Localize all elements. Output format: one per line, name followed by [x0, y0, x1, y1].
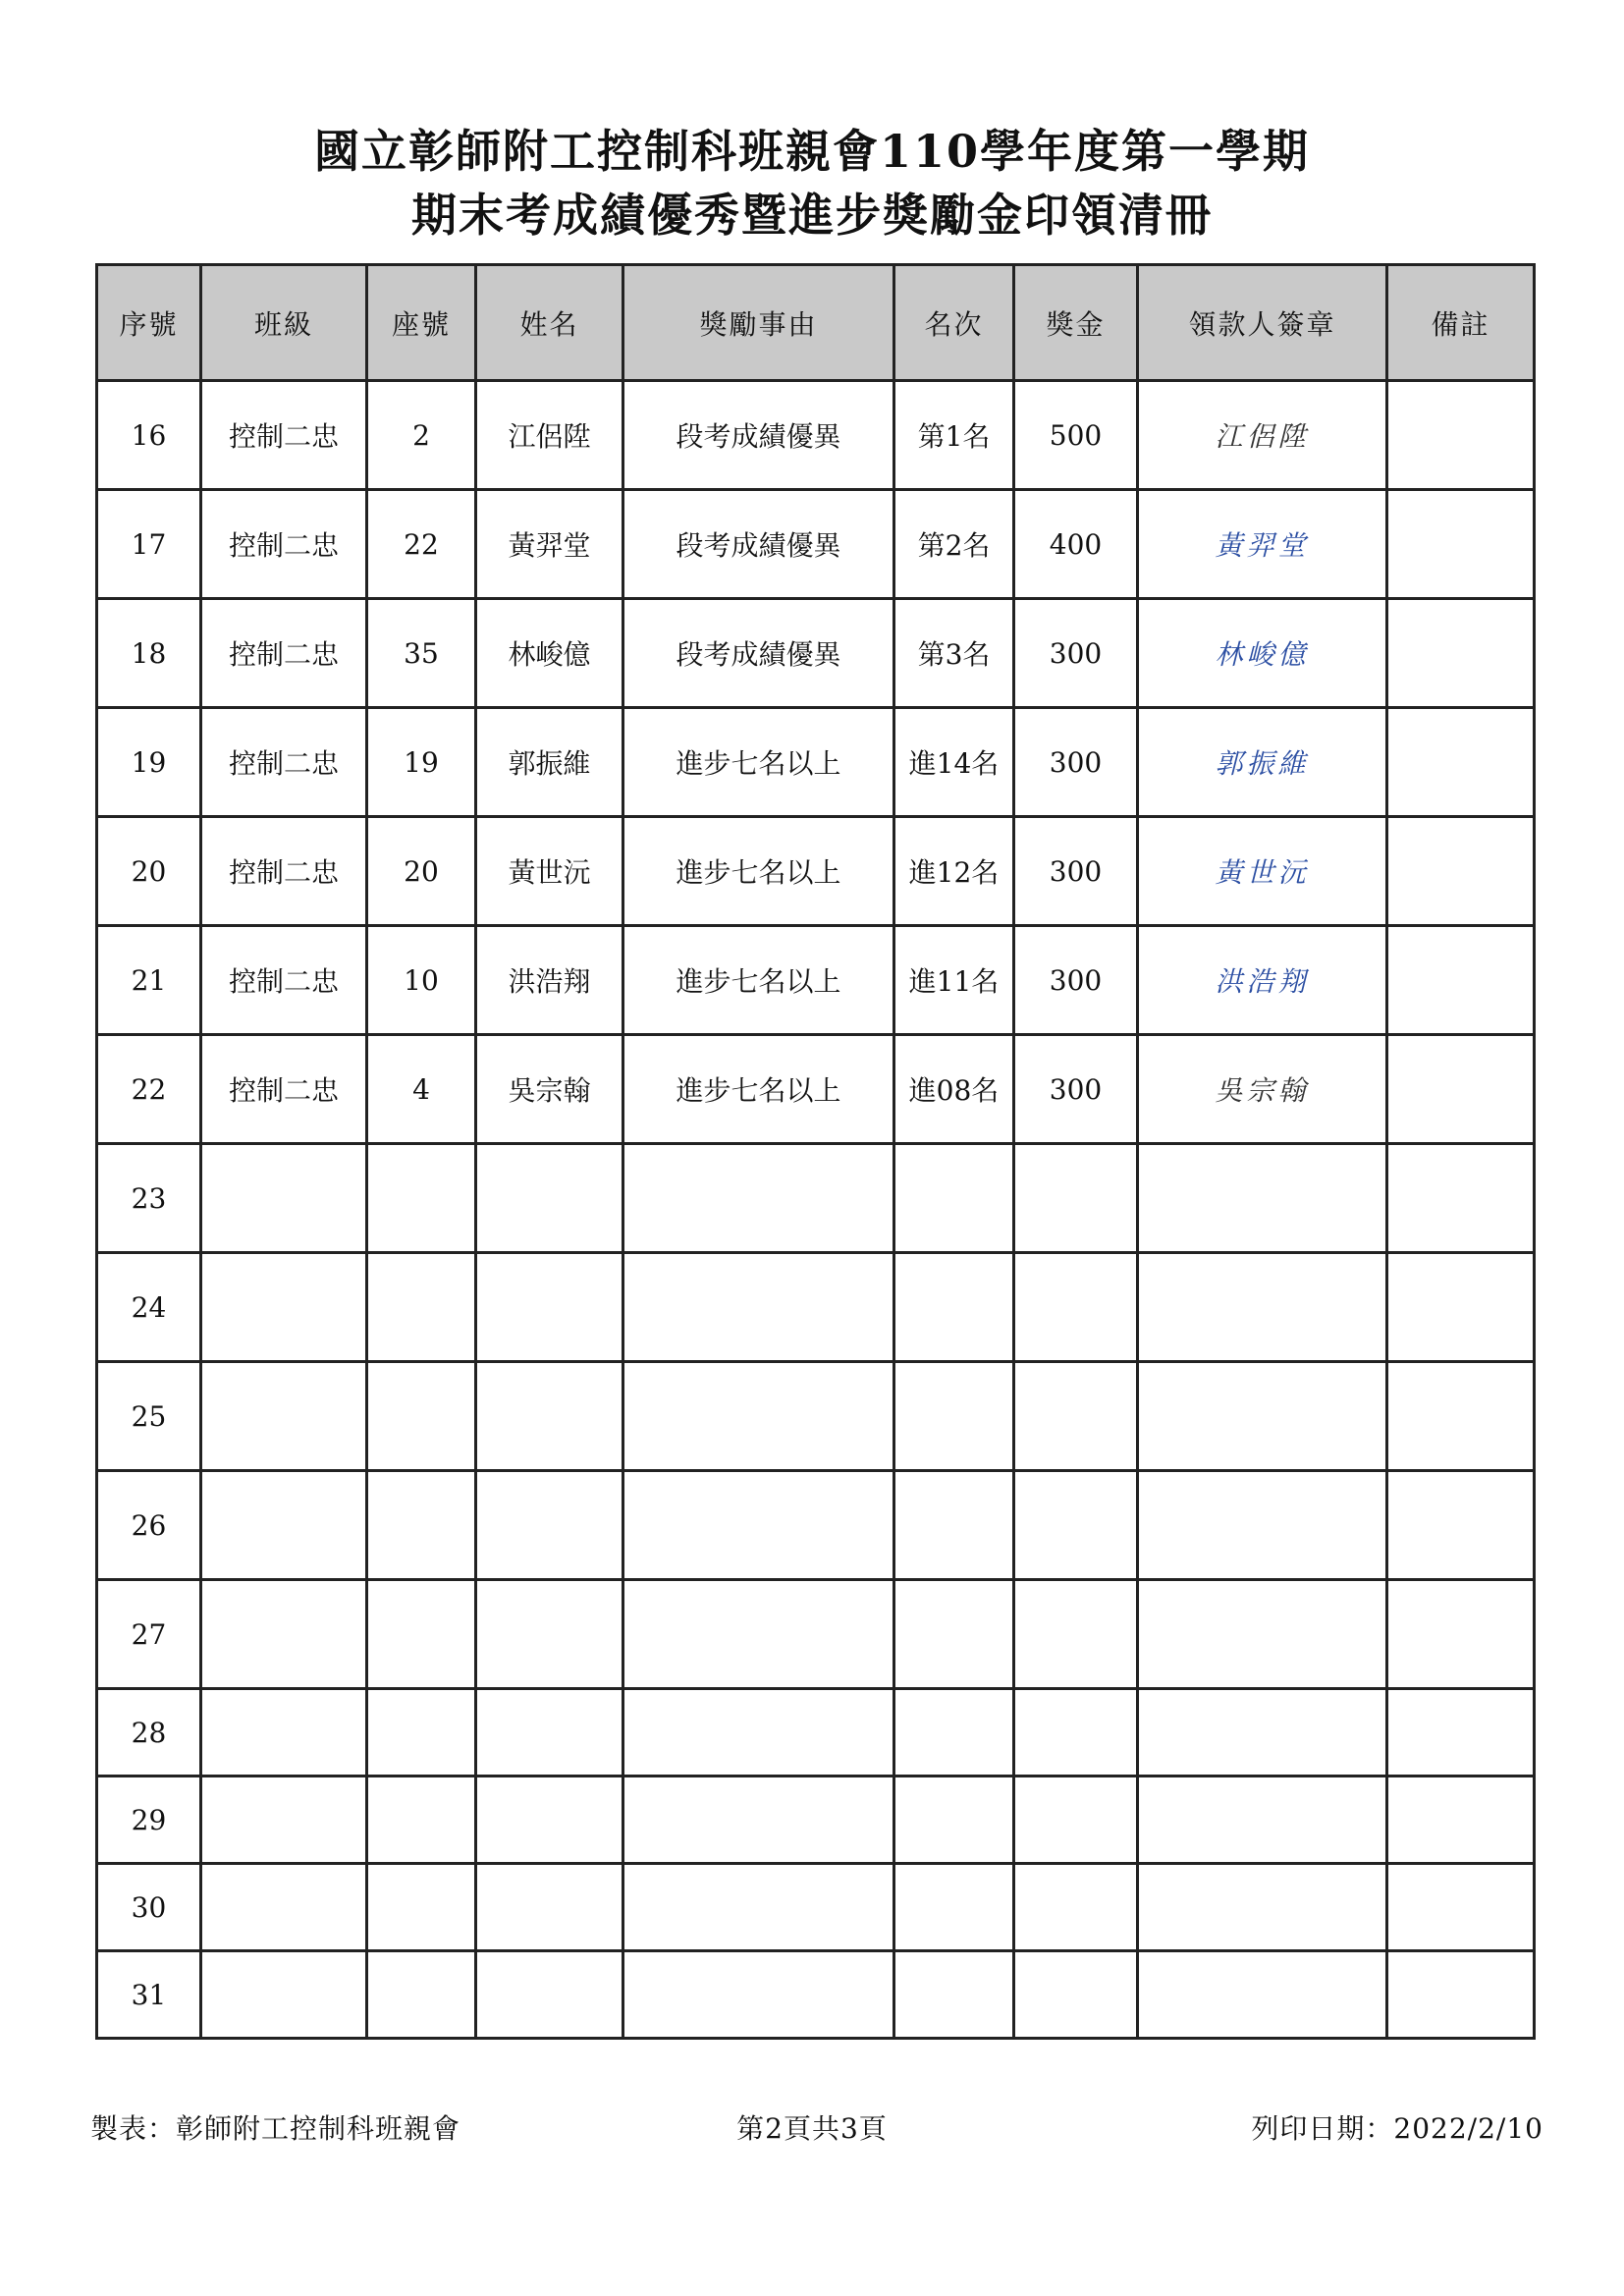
cell-no: 30 — [97, 1864, 201, 1951]
cell-amount — [1014, 1471, 1138, 1580]
cell-seat — [367, 1362, 476, 1471]
cell-note — [1387, 1580, 1535, 1689]
cell-name — [476, 1951, 623, 2039]
cell-name — [476, 1777, 623, 1864]
cell-reason: 段考成績優異 — [623, 599, 894, 708]
cell-rank — [894, 1864, 1014, 1951]
signature-cell — [1138, 1471, 1387, 1580]
cell-reason — [623, 1777, 894, 1864]
cell-rank — [894, 1951, 1014, 2039]
header-cell: 獎勵事由 — [623, 265, 894, 381]
signature-cell — [1138, 1253, 1387, 1362]
handwritten-signature: 江侶陞 — [1138, 381, 1387, 490]
cell-rank — [894, 1580, 1014, 1689]
cell-note — [1387, 926, 1535, 1035]
cell-name — [476, 1144, 623, 1253]
cell-no: 18 — [97, 599, 201, 708]
cell-rank — [894, 1777, 1014, 1864]
cell-class: 控制二忠 — [201, 817, 367, 926]
cell-rank: 第2名 — [894, 490, 1014, 599]
cell-class: 控制二忠 — [201, 381, 367, 490]
cell-no: 26 — [97, 1471, 201, 1580]
cell-seat: 10 — [367, 926, 476, 1035]
cell-seat: 4 — [367, 1035, 476, 1144]
footer-page-number: 第2頁共3頁 — [736, 2112, 888, 2145]
cell-reason — [623, 1253, 894, 1362]
cell-amount: 300 — [1014, 708, 1138, 817]
cell-rank — [894, 1253, 1014, 1362]
cell-name: 黃羿堂 — [476, 490, 623, 599]
header-cell: 名次 — [894, 265, 1014, 381]
cell-reason: 段考成績優異 — [623, 381, 894, 490]
table-row — [97, 1580, 1535, 1689]
cell-seat — [367, 1144, 476, 1253]
cell-note — [1387, 1777, 1535, 1864]
handwritten-signature: 吳宗翰 — [1138, 1035, 1387, 1144]
cell-rank — [894, 1362, 1014, 1471]
cell-name: 郭振維 — [476, 708, 623, 817]
cell-seat — [367, 1253, 476, 1362]
cell-note — [1387, 1689, 1535, 1777]
cell-no: 20 — [97, 817, 201, 926]
handwritten-signature: 林峻億 — [1138, 599, 1387, 708]
cell-amount: 300 — [1014, 926, 1138, 1035]
cell-no: 21 — [97, 926, 201, 1035]
cell-note — [1387, 1951, 1535, 2039]
cell-reason — [623, 1362, 894, 1471]
cell-amount — [1014, 1689, 1138, 1777]
cell-class — [201, 1951, 367, 2039]
table-row — [97, 599, 1535, 708]
cell-no: 16 — [97, 381, 201, 490]
cell-class — [201, 1777, 367, 1864]
cell-name: 黃世沅 — [476, 817, 623, 926]
cell-seat: 20 — [367, 817, 476, 926]
cell-note — [1387, 817, 1535, 926]
cell-amount: 300 — [1014, 599, 1138, 708]
cell-seat: 35 — [367, 599, 476, 708]
signature-cell — [1138, 1689, 1387, 1777]
cell-reason: 進步七名以上 — [623, 708, 894, 817]
document-subtitle: 期末考成績優秀暨進步獎勵金印領清冊 — [411, 189, 1213, 242]
cell-no: 24 — [97, 1253, 201, 1362]
cell-reason: 進步七名以上 — [623, 817, 894, 926]
cell-note — [1387, 490, 1535, 599]
cell-amount: 400 — [1014, 490, 1138, 599]
header-cell: 獎金 — [1014, 265, 1138, 381]
header-cell: 班級 — [201, 265, 367, 381]
table-row — [97, 1471, 1535, 1580]
cell-reason — [623, 1471, 894, 1580]
table-row — [97, 1362, 1535, 1471]
cell-rank — [894, 1471, 1014, 1580]
signature-cell — [1138, 1864, 1387, 1951]
header-cell: 姓名 — [476, 265, 623, 381]
cell-amount — [1014, 1253, 1138, 1362]
cell-no: 31 — [97, 1951, 201, 2039]
cell-class: 控制二忠 — [201, 708, 367, 817]
signature-cell — [1138, 1777, 1387, 1864]
cell-no: 23 — [97, 1144, 201, 1253]
cell-class — [201, 1362, 367, 1471]
cell-seat — [367, 1777, 476, 1864]
cell-class — [201, 1253, 367, 1362]
cell-class — [201, 1689, 367, 1777]
cell-amount — [1014, 1864, 1138, 1951]
handwritten-signature: 洪浩翔 — [1138, 926, 1387, 1035]
cell-seat: 2 — [367, 381, 476, 490]
cell-reason — [623, 1144, 894, 1253]
cell-note — [1387, 708, 1535, 817]
cell-rank: 進11名 — [894, 926, 1014, 1035]
cell-rank: 第3名 — [894, 599, 1014, 708]
cell-reason — [623, 1580, 894, 1689]
cell-seat: 19 — [367, 708, 476, 817]
table-row — [97, 1253, 1535, 1362]
cell-note — [1387, 1471, 1535, 1580]
table-row — [97, 1689, 1535, 1777]
cell-class — [201, 1864, 367, 1951]
cell-name — [476, 1864, 623, 1951]
cell-reason — [623, 1689, 894, 1777]
cell-amount: 300 — [1014, 817, 1138, 926]
header-cell: 座號 — [367, 265, 476, 381]
table-row — [97, 1777, 1535, 1864]
cell-no: 19 — [97, 708, 201, 817]
cell-seat — [367, 1864, 476, 1951]
footer-print-date: 列印日期：2022/2/10 — [1251, 2112, 1543, 2145]
cell-reason: 段考成績優異 — [623, 490, 894, 599]
handwritten-signature: 郭振維 — [1138, 708, 1387, 817]
cell-seat — [367, 1471, 476, 1580]
signature-cell — [1138, 1362, 1387, 1471]
table-row — [97, 490, 1535, 599]
cell-class: 控制二忠 — [201, 490, 367, 599]
cell-no: 22 — [97, 1035, 201, 1144]
cell-class: 控制二忠 — [201, 1035, 367, 1144]
table-row — [97, 1951, 1535, 2039]
cell-no: 27 — [97, 1580, 201, 1689]
handwritten-signature: 黃世沅 — [1138, 817, 1387, 926]
cell-note — [1387, 1864, 1535, 1951]
header-cell: 領款人簽章 — [1138, 265, 1387, 381]
table-row — [97, 708, 1535, 817]
cell-note — [1387, 1035, 1535, 1144]
cell-rank — [894, 1144, 1014, 1253]
cell-rank — [894, 1689, 1014, 1777]
roster-table — [95, 263, 1536, 2040]
cell-reason: 進步七名以上 — [623, 926, 894, 1035]
cell-amount — [1014, 1951, 1138, 2039]
cell-no: 28 — [97, 1689, 201, 1777]
cell-name — [476, 1253, 623, 1362]
signature-cell — [1138, 1951, 1387, 2039]
header-row — [97, 265, 1535, 381]
header-cell: 備註 — [1387, 265, 1535, 381]
cell-name — [476, 1580, 623, 1689]
cell-seat — [367, 1951, 476, 2039]
cell-no: 17 — [97, 490, 201, 599]
cell-name: 吳宗翰 — [476, 1035, 623, 1144]
cell-no: 25 — [97, 1362, 201, 1471]
cell-seat: 22 — [367, 490, 476, 599]
table-row — [97, 926, 1535, 1035]
cell-note — [1387, 1253, 1535, 1362]
cell-reason — [623, 1951, 894, 2039]
cell-name: 江侶陞 — [476, 381, 623, 490]
cell-rank: 進12名 — [894, 817, 1014, 926]
table-row — [97, 817, 1535, 926]
cell-reason — [623, 1864, 894, 1951]
cell-name — [476, 1689, 623, 1777]
cell-name — [476, 1362, 623, 1471]
cell-amount — [1014, 1362, 1138, 1471]
cell-class — [201, 1471, 367, 1580]
cell-name: 洪浩翔 — [476, 926, 623, 1035]
cell-note — [1387, 1362, 1535, 1471]
signature-cell — [1138, 1580, 1387, 1689]
cell-rank: 進08名 — [894, 1035, 1014, 1144]
cell-rank: 第1名 — [894, 381, 1014, 490]
cell-amount — [1014, 1144, 1138, 1253]
cell-note — [1387, 381, 1535, 490]
document-title: 國立彰師附工控制科班親會110學年度第一學期 — [313, 125, 1311, 178]
cell-amount: 500 — [1014, 381, 1138, 490]
cell-no: 29 — [97, 1777, 201, 1864]
cell-note — [1387, 1144, 1535, 1253]
cell-class: 控制二忠 — [201, 926, 367, 1035]
cell-amount — [1014, 1777, 1138, 1864]
cell-class — [201, 1144, 367, 1253]
cell-reason: 進步七名以上 — [623, 1035, 894, 1144]
table-row — [97, 1144, 1535, 1253]
table-row — [97, 1864, 1535, 1951]
footer-maker: 製表：彰師附工控制科班親會 — [90, 2112, 461, 2145]
cell-name — [476, 1471, 623, 1580]
header-cell: 序號 — [97, 265, 201, 381]
cell-amount: 300 — [1014, 1035, 1138, 1144]
cell-rank: 進14名 — [894, 708, 1014, 817]
table-row — [97, 381, 1535, 490]
cell-note — [1387, 599, 1535, 708]
cell-class — [201, 1580, 367, 1689]
table-row — [97, 1035, 1535, 1144]
signature-cell — [1138, 1144, 1387, 1253]
handwritten-signature: 黃羿堂 — [1138, 490, 1387, 599]
cell-seat — [367, 1580, 476, 1689]
cell-seat — [367, 1689, 476, 1777]
cell-class: 控制二忠 — [201, 599, 367, 708]
cell-amount — [1014, 1580, 1138, 1689]
cell-name: 林峻億 — [476, 599, 623, 708]
